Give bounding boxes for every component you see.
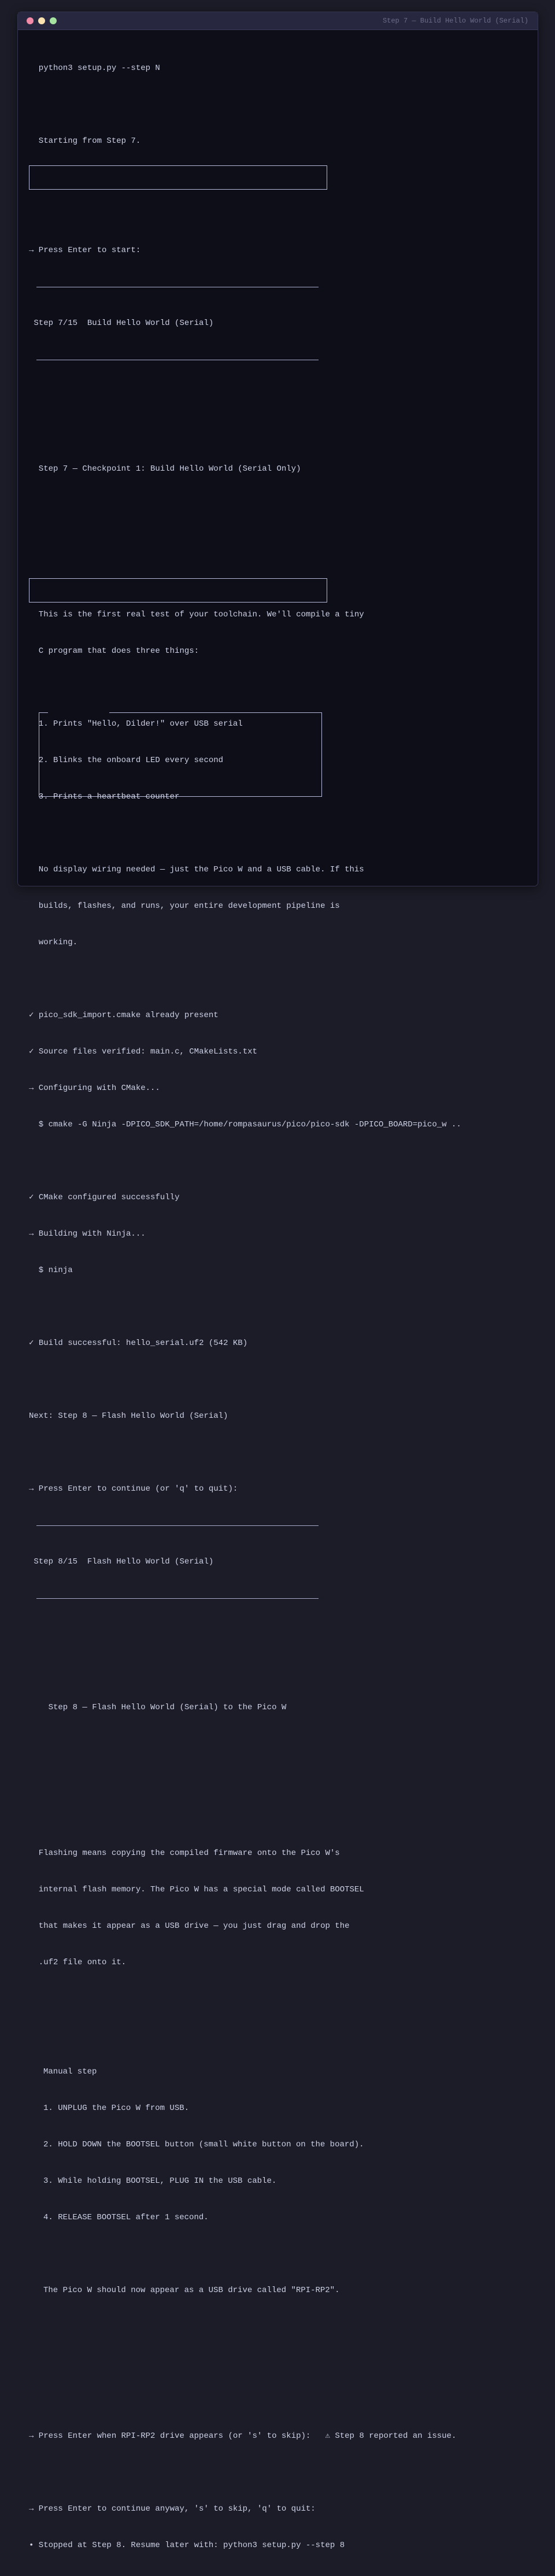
ninja-command: $ ninja xyxy=(29,1266,73,1275)
divider xyxy=(29,1592,461,1605)
step7-outro-line: working. xyxy=(29,938,78,947)
step7-outro-line: builds, flashes, and runs, your entire development pipeline is xyxy=(29,901,340,911)
resume-hint: python3 setup.py --step N xyxy=(29,64,160,73)
manual-step-line: 4. RELEASE BOOTSEL after 1 second. xyxy=(43,2213,209,2222)
minimize-button[interactable] xyxy=(38,17,45,24)
step8-intro-line: .uf2 file onto it. xyxy=(29,1958,127,1967)
manual-step-line xyxy=(29,2248,461,2260)
build-result: ✓ Build successful: hello_serial.uf2 (542 KB) xyxy=(29,1339,248,1348)
step7-list-item: 3. Prints a heartbeat counter xyxy=(29,792,180,801)
divider xyxy=(29,1520,461,1532)
window-title: Step 7 — Build Hello World (Serial) xyxy=(382,17,528,25)
warning-message: ⚠ Step 8 reported an issue. xyxy=(325,2431,457,2441)
prompt-press-continue: → Press Enter to continue (or 'q' to quit): xyxy=(29,1484,238,1494)
step7-list-item: 1. Prints "Hello, Dilder!" over USB serial xyxy=(29,719,243,729)
log-line: ✓ pico_sdk_import.cmake already present xyxy=(29,1011,219,1020)
prompt-press-drive: → Press Enter when RPI-RP2 drive appears (or 's' to skip): ⚠ Step 8 reported an issue. xyxy=(29,2431,457,2441)
step7-intro-line: C program that does three things: xyxy=(29,646,199,656)
prompt-press-start: → Press Enter to start: xyxy=(29,246,141,255)
starting-message: Starting from Step 7. xyxy=(29,136,141,146)
divider xyxy=(29,281,461,293)
step7-header: Step 7/15 Build Hello World (Serial) xyxy=(29,319,214,328)
step8-intro-line: that makes it appear as a USB drive — you just drag and drop the xyxy=(29,1921,350,1931)
step8-header: Step 8/15 Flash Hello World (Serial) xyxy=(29,1557,214,1566)
prompt-press-anyway: → Press Enter to continue anyway, 's' to skip, 'q' to quit: xyxy=(29,2504,316,2514)
terminal-output xyxy=(29,38,461,2576)
next-step: Next: Step 8 — Flash Hello World (Serial) xyxy=(29,1411,228,1421)
log-line: → Configuring with CMake... xyxy=(29,1084,160,1093)
log-line: ✓ Source files verified: main.c, CMakeLists.txt xyxy=(29,1047,257,1056)
close-button[interactable] xyxy=(27,17,34,24)
manual-step-line: The Pico W should now appear as a USB drive called "RPI-RP2". xyxy=(43,2286,340,2295)
step7-intro-line: This is the first real test of your toolchain. We'll compile a tiny xyxy=(29,610,364,619)
step7-banner: Step 7 — Checkpoint 1: Build Hello World (Serial Only) xyxy=(29,464,301,474)
maximize-button[interactable] xyxy=(50,17,57,24)
terminal-window xyxy=(17,12,538,2550)
manual-step-line: 2. HOLD DOWN the BOOTSEL button (small white button on the board). xyxy=(43,2140,364,2149)
step8-intro-line: internal flash memory. The Pico W has a special mode called BOOTSEL xyxy=(29,1885,364,1894)
manual-step-line: 3. While holding BOOTSEL, PLUG IN the USB cable. xyxy=(43,2176,277,2186)
title-bar xyxy=(18,12,538,30)
step8-intro-line: Flashing means copying the compiled firmware onto the Pico W's xyxy=(29,1849,340,1858)
step7-list-item: 2. Blinks the onboard LED every second xyxy=(29,756,224,765)
cmake-command: $ cmake -G Ninja -DPICO_SDK_PATH=/home/rompasaurus/pico/pico-sdk -DPICO_BOARD=pico_w .. xyxy=(29,1120,461,1129)
divider xyxy=(29,354,461,366)
stopped-message: • Stopped at Step 8. Resume later with: python3 setup.py --step 8 xyxy=(29,2541,345,2550)
log-line: ✓ CMake configured successfully xyxy=(29,1193,180,1202)
step8-banner: Step 8 — Flash Hello World (Serial) to the Pico W xyxy=(29,1703,287,1712)
manual-step-line: 1. UNPLUG the Pico W from USB. xyxy=(43,2104,190,2113)
step7-outro-line: No display wiring needed — just the Pico W and a USB cable. If this xyxy=(29,865,364,874)
log-line: → Building with Ninja... xyxy=(29,1229,146,1239)
manual-step-title: Manual step xyxy=(43,2067,97,2076)
